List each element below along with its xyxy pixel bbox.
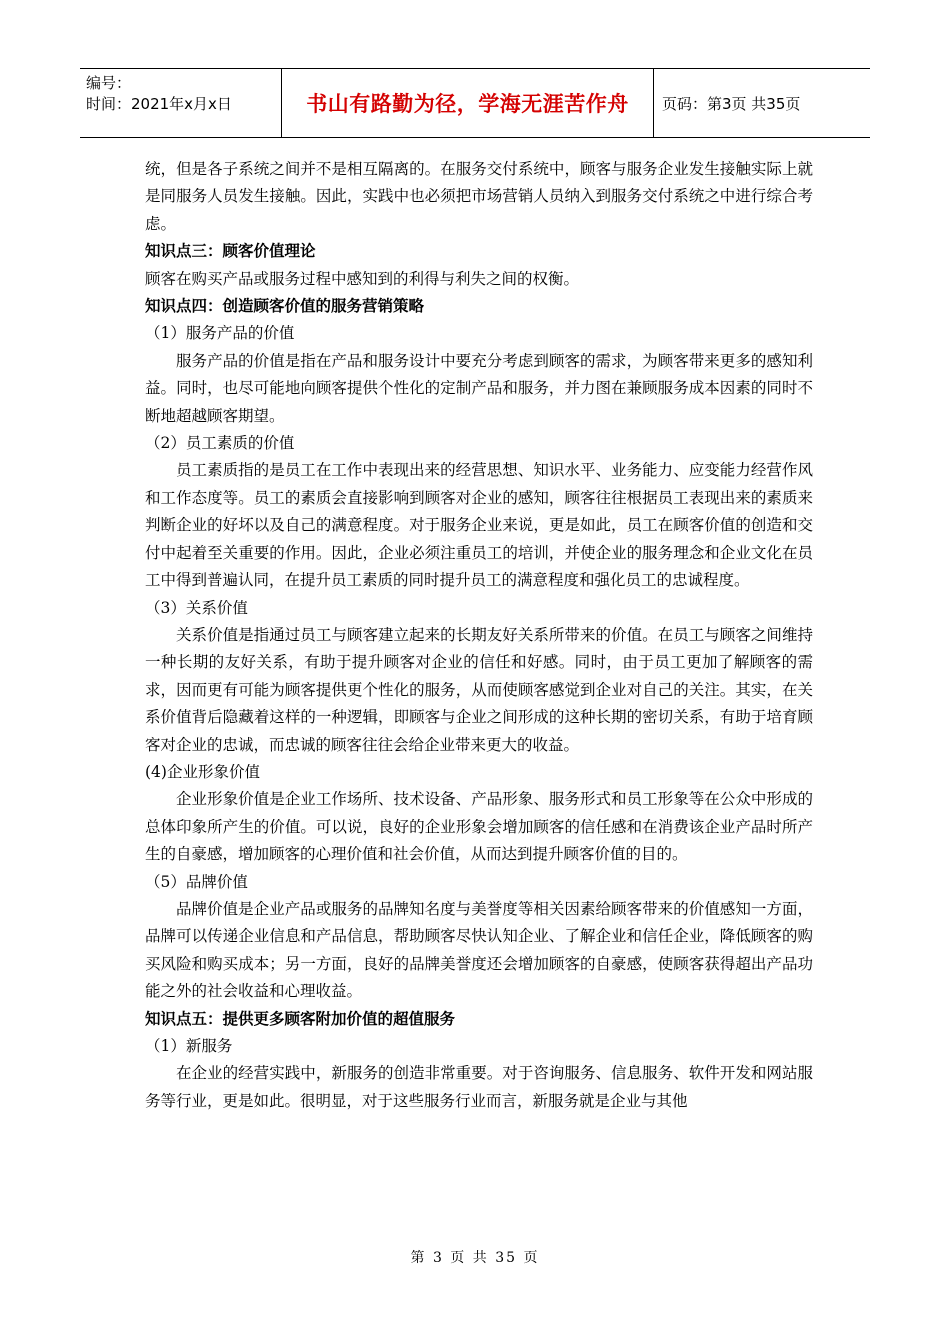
date-label: 时间：2021年x月x日: [86, 95, 232, 113]
paragraph: 服务产品的价值是指在产品和服务设计中要充分考虑到顾客的需求，为顾客带来更多的感知利益。同时，也尽可能地向顾客提供个性化的定制产品和服务，并力图在兼顾服务成本因素的同时不断地超越顾客期望。: [145, 351, 813, 425]
paragraph: 员工素质指的是员工在工作中表现出来的经营思想、知识水平、业务能力、应变能力经营作风和工作态度等。员工的素质会直接影响到顾客对企业的感知，顾客往往根据员工表现出来的素质来判断企业的好坏以及自己的满意程度。对于服务企业来说，更是如此，员工在顾客价值的创造和交付中起着至关重要的作用。因此，企业必须注重员工的培训，并使企业的服务理念和企业文化在员工中得到普遍认同，在提升员工素质的同时提升员工的满意程度和强化员工的忠诚程度。: [145, 461, 813, 590]
paragraph: 企业形象价值是企业工作场所、技术设备、产品形象、服务形式和员工形象等在公众中形成的总体印象所产生的价值。可以说，良好的企业形象会增加顾客的信任感和在消费该企业产品时所产生的自豪感，增加顾客的心理价值和社会价值，从而达到提升顾客价值的目的。: [145, 790, 813, 864]
section-heading: 知识点五：提供更多顾客附加价值的超值服务: [145, 1009, 456, 1028]
subsection-heading: （1）服务产品的价值: [145, 324, 295, 343]
paragraph: 顾客在购买产品或服务过程中感知到的利得与利失之间的权衡。: [145, 269, 580, 288]
header-motto: 书山有路勤为径，学海无涯苦作舟: [282, 69, 654, 137]
paragraph: 在企业的经营实践中，新服务的创造非常重要。对于咨询服务、信息服务、软件开发和网站服务等行业，更是如此。很明显，对于这些服务行业而言，新服务就是企业与其他: [145, 1064, 813, 1110]
subsection-heading: （2）员工素质的价值: [145, 434, 295, 453]
subsection-heading: （1）新服务: [145, 1037, 233, 1055]
header-page-label: 页码：第3页 共35页: [662, 94, 801, 113]
header-meta: [80, 69, 282, 137]
paragraph: 关系价值是指通过员工与顾客建立起来的长期友好关系所带来的价值。在员工与顾客之间维持一种长期的友好关系，有助于提升顾客对企业的信任和好感。同时，由于员工更加了解顾客的需求，因而更有可能为顾客提供更个性化的服务，从而使顾客感觉到企业对自己的关注。其实，在关系价值背后隐藏着这样的一种逻辑，即顾客与企业之间形成的这种长期的密切关系，有助于培育顾客对企业的忠诚，而忠诚的顾客往往会给企业带来更大的收益。: [145, 625, 813, 754]
paragraph: 品牌价值是企业产品或服务的品牌知名度与美誉度等相关因素给顾客带来的价值感知一方面，品牌可以传递企业信息和产品信息，帮助顾客尽快认知企业、了解企业和信任企业，降低顾客的购买风险和购买成本；另一方面，良好的品牌美誉度还会增加顾客的自豪感，使顾客获得超出产品功能之外的社会收益和心理收益。: [145, 899, 813, 1001]
number-label: 编号：: [86, 74, 132, 92]
page-header: [80, 68, 870, 138]
subsection-heading: （3）关系价值: [145, 598, 248, 617]
section-heading: 知识点三：顾客价值理论: [145, 242, 316, 261]
document-body: [145, 156, 813, 1115]
subsection-heading: （5）品牌价值: [145, 872, 248, 891]
section-heading: 知识点四：创造顾客价值的服务营销策略: [145, 297, 425, 316]
subsection-heading: (4)企业形象价值: [145, 762, 260, 781]
paragraph: 统，但是各子系统之间并不是相互隔离的。在服务交付系统中，顾客与服务企业发生接触实际上就是同服务人员发生接触。因此，实践中也必须把市场营销人员纳入到服务交付系统之中进行综合考虑。: [145, 160, 813, 233]
page-footer: 第 3 页 共 35 页: [410, 1250, 540, 1266]
